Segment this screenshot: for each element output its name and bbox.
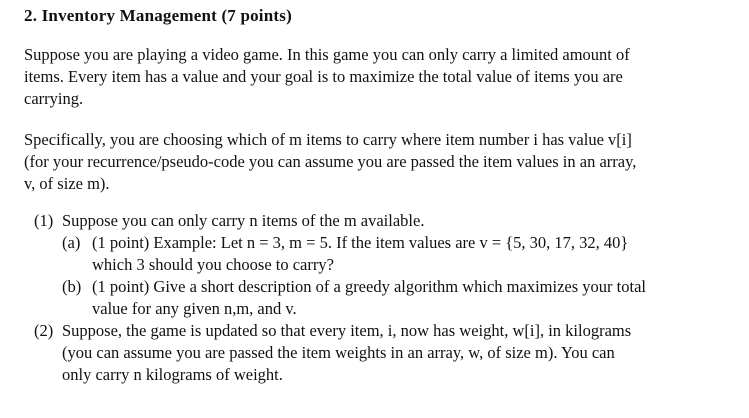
specifics-line-1: Specifically, you are choosing which of m items to carry where item number i has value v[i] [24,130,632,149]
subitem-b-label: (b) [62,277,82,296]
subitem-b-line-1: (1 point) Give a short description of a greedy algorithm which maximizes your total [92,277,646,296]
intro-line-1: Suppose you are playing a video game. In this game you can only carry a limited amount of [24,45,630,64]
subitem-a-label: (a) [62,233,81,252]
subitem-b-line-2: value for any given n,m, and v. [92,299,297,318]
item-2-line-3: only carry n kilograms of weight. [62,365,283,384]
item-1-number: (1) [34,211,54,230]
item-2-line-2: (you can assume you are passed the item weights in an array, w, of size m). You can [62,343,615,362]
subitem-a-line-2: which 3 should you choose to carry? [92,255,334,274]
item-2-number: (2) [34,321,54,340]
intro-line-2: items. Every item has a value and your goal is to maximize the total value of items you are [24,67,623,86]
item-2-line-1: Suppose, the game is updated so that every item, i, now has weight, w[i], in kilograms [62,321,632,340]
intro-line-3: carrying. [24,89,84,108]
item-1-line-1: Suppose you can only carry n items of the m available. [62,211,425,230]
subitem-a-line-1: (1 point) Example: Let n = 3, m = 5. If the item values are v = {5, 30, 17, 32, 40} [92,233,629,252]
problem-heading: 2. Inventory Management (7 points) [24,6,292,25]
specifics-line-3: v, of size m). [24,174,110,193]
specifics-line-2: (for your recurrence/pseudo-code you can assume you are passed the item values in an array, [24,152,637,171]
